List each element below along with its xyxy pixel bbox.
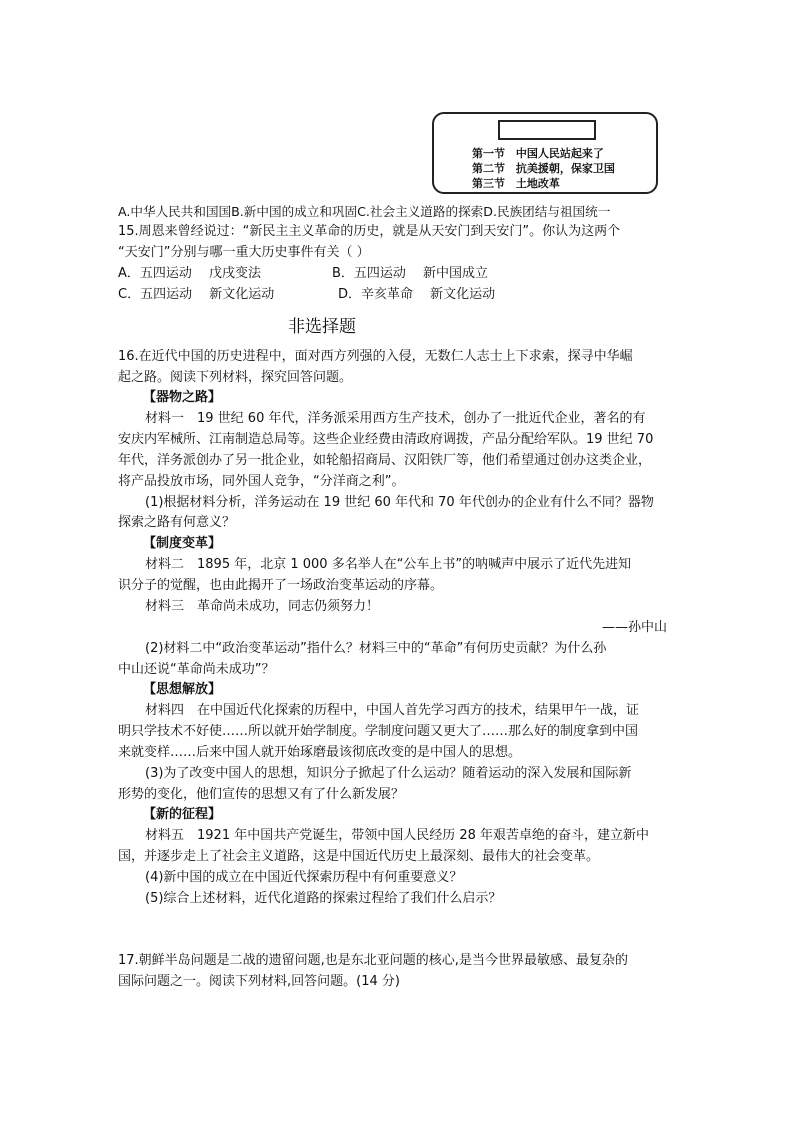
section-number: 第一节 xyxy=(472,147,505,160)
q16-line: 材料一 19 世纪 60 年代，洋务派采用西方生产技术，创办了一批近代企业，著名的有 xyxy=(145,411,646,426)
q17-line-1: 17.朝鲜半岛问题是二战的遗留问题,也是东北亚问题的核心,是当今世界最敏感、最复杂的 xyxy=(118,953,628,968)
q16-line: 安庆内军械所、江南制造总局等。这些企业经费由清政府调拨，产品分配给军队。19 世纪 70 xyxy=(118,432,654,447)
q16-line: 中山还说“革命尚未成功”？ xyxy=(118,662,275,677)
outline-section-3 xyxy=(472,176,560,191)
q16-heading-zhengcheng: 【新的征程】 xyxy=(143,807,222,822)
q16-heading-zhidu: 【制度变革】 xyxy=(143,536,222,551)
q16-line: 形势的变化，他们宣传的思想又有了什么新发展？ xyxy=(118,787,405,802)
q16-subquestion-3: (3)为了改变中国人的思想，知识分子掀起了什么运动？随着运动的深入发展和国际新 xyxy=(145,766,632,781)
q16-line: 来就变样……后来中国人就开始琢磨最该彻底改变的是中国人的思想。 xyxy=(118,745,522,760)
section-title: 土地改革 xyxy=(515,177,560,190)
section-number: 第三节 xyxy=(472,177,505,190)
q16-heading-sixiang: 【思想解放】 xyxy=(143,682,222,697)
chapter-outline-box xyxy=(432,112,658,194)
q17-line-2: 国际问题之一。阅读下列材料,回答问题。(14 分) xyxy=(118,974,400,989)
blank-title-field xyxy=(498,120,596,140)
q16-subquestion-2: (2)材料二中“政治变革运动”指什么？材料三中的“革命”有何历史贡献？为什么孙 xyxy=(145,641,607,656)
q16-line: 材料二 1895 年，北京 1 000 多名举人在“公车上书”的呐喊声中展示了近代先进知 xyxy=(145,557,632,572)
q16-line: 16.在近代中国的历史进程中，面对西方列强的入侵，无数仁人志士上下求索，探寻中华崛 xyxy=(118,349,633,364)
outline-section-1 xyxy=(472,146,604,161)
section-title-non-choice: 非选择题 xyxy=(288,317,356,337)
q14-options: A.中华人民共和国国B.新中国的成立和巩固C.社会主义道路的探索D.民族团结与祖国统一 xyxy=(118,204,611,219)
q16-subquestion-4: (4)新中国的成立在中国近代探索历程中有何重要意义？ xyxy=(145,870,463,885)
q16-line: 材料三 革命尚未成功，同志仍须努力！ xyxy=(145,599,380,614)
q15-option-c: C．五四运动 新文化运动 xyxy=(118,287,275,302)
q16-line: 材料五 1921 年中国共产党诞生，带领中国人民经历 28 年艰苦卓绝的奋斗，建立新中 xyxy=(145,828,650,843)
q15-option-a: A．五四运动 戊戌变法 xyxy=(118,266,262,281)
q16-line: 材料四 在中国近代化探索的历程中，中国人首先学习西方的技术，结果甲午一战，证 xyxy=(145,703,640,718)
q16-attribution: ——孙中山 xyxy=(602,620,668,635)
q16-line: 将产品投放市场，同外国人竞争，“分洋商之利”。 xyxy=(118,474,405,489)
q15-stem-line-2: “天安门”分别与哪一重大历史事件有关（ ） xyxy=(118,245,370,260)
section-title: 中国人民站起来了 xyxy=(515,147,604,160)
q16-line: 识分子的觉醒，也由此揭开了一场政治变革运动的序幕。 xyxy=(118,578,444,593)
q15-option-b: B．五四运动 新中国成立 xyxy=(332,266,489,281)
q16-subquestion-5: (5)综合上述材料，近代化道路的探索过程给了我们什么启示？ xyxy=(145,891,502,906)
q16-line: 明只学技术不好使……所以就开始学制度。学制度问题又更大了……那么好的制度拿到中国 xyxy=(118,724,639,739)
q16-line: 年代，洋务派创办了另一批企业，如轮船招商局、汉阳铁厂等，他们希望通过创办这类企业， xyxy=(118,453,652,468)
q16-line: 探索之路有何意义？ xyxy=(118,515,236,530)
q15-stem-line-1: 15.周恩来曾经说过：“新民主主义革命的历史，就是从天安门到天安门”。你认为这两个 xyxy=(118,224,621,239)
q16-line: 起之路。阅读下列材料，探究回答问题。 xyxy=(118,370,353,385)
q16-heading-qiwu: 【器物之路】 xyxy=(143,390,222,405)
section-number: 第二节 xyxy=(472,162,505,175)
q15-option-d: D．辛亥革命 新文化运动 xyxy=(338,287,496,302)
section-title: 抗美援朝，保家卫国 xyxy=(515,162,615,175)
outline-section-2 xyxy=(472,161,615,176)
q16-line: 国，并逐步走上了社会主义道路，这是中国近代历史上最深刻、最伟大的社会变革。 xyxy=(118,849,600,864)
q16-subquestion-1: (1)根据材料分析，洋务运动在 19 世纪 60 年代和 70 年代创办的企业有什么不同？器物 xyxy=(145,495,654,510)
